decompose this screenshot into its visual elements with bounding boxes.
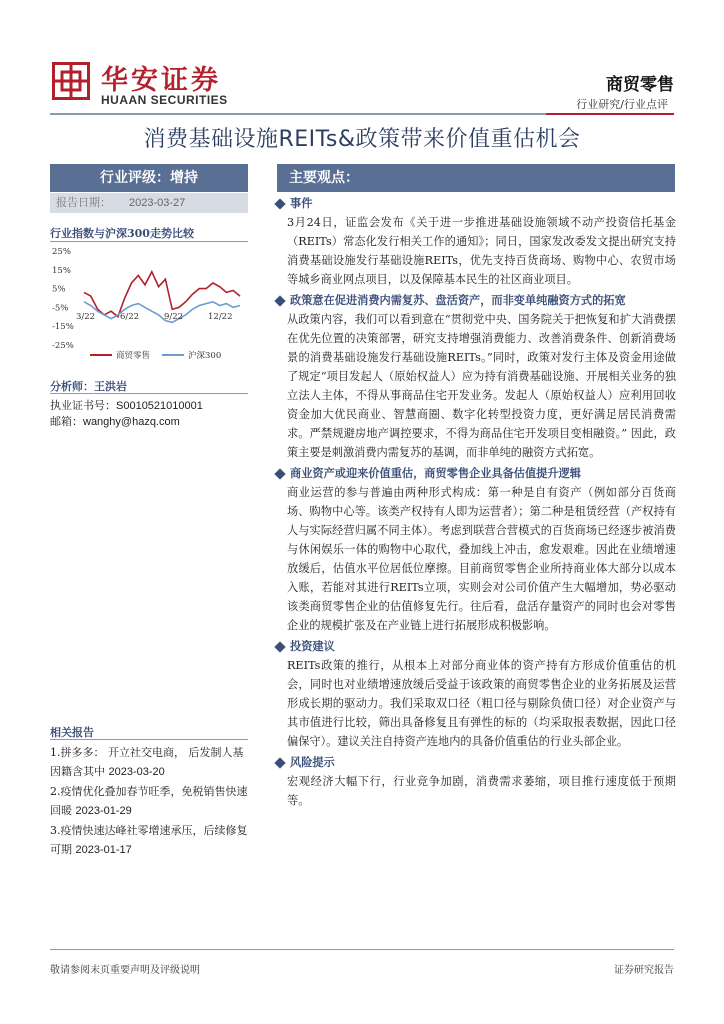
footer-disclaimer: 敬请参阅末页重要声明及评级说明 xyxy=(50,965,200,976)
company-name-en: HUAAN SECURITIES xyxy=(101,93,228,107)
diamond-bullet-icon xyxy=(274,641,285,652)
section-paragraph: 3月24日，证监会发布《关于进一步推进基础设施领域不动产投资信托基金（REITs）常态化发行相关工作的通知》；同日，国家发改委发文提出研究支持消费基础设施发行基础设施REITs，优先支持百货商场、购物中心、农贸市场等城乡商业网点项目，以及保障基本民生的社区商业项目。 xyxy=(287,216,676,286)
y-tick-label: -25% xyxy=(52,341,74,351)
series-line-retail xyxy=(84,272,240,317)
related-reports-heading: 相关报告 xyxy=(50,726,94,739)
y-tick-label: -5% xyxy=(52,303,69,314)
related-reports-list xyxy=(50,743,250,860)
y-tick-label: 25% xyxy=(52,247,71,257)
section-paragraph: 从政策内容，我们可以看到意在“贯彻党中央、国务院关于把恢复和扩大消费摆在优先位置的决策部署，研究支持增强消费能力、改善消费条件、创新消费场景的消费基础设施发行基础设施REITs。”同时，政策对发行主体及资金用途做了规定“项目发起人（原始权益人）应为持有消费基础设施、开展相关业务的独立法人主体，不得从事商品住宅开发业务。发起人（原始权益人）应利用回收资金加大优民商业、智慧商圈、数字化转型投资力度，更好满足居民消费需求。严禁规避房地产调控要求，不得为商品住宅开发项目变相融资。” 因此，政策主要是刺激消费内需复苏的基调，而非单纯的融资方式拓宽。 xyxy=(287,313,676,459)
license-number: S0010521010001 xyxy=(116,400,203,412)
report-date-row xyxy=(50,193,248,213)
analyst-email-row xyxy=(50,413,180,429)
main-content xyxy=(274,194,676,812)
y-tick-label: -15% xyxy=(52,322,74,333)
header-accent-divider xyxy=(546,113,674,115)
license-label: 执业证书号： xyxy=(50,399,116,412)
analyst-name: 分析师：王洪岩 xyxy=(50,380,127,393)
company-name-cn: 华安证券 xyxy=(101,65,221,96)
related-divider xyxy=(50,739,248,740)
diamond-bullet-icon xyxy=(274,295,285,306)
related-report-date: 2023-01-17 xyxy=(75,844,132,856)
diamond-bullet-icon xyxy=(274,198,285,209)
index-comparison-chart xyxy=(50,244,248,366)
section-heading-policy: 政策意在促进消费内需复苏、盘活资产，而非变单纯融资方式的拓宽 xyxy=(274,291,676,310)
related-report-item[interactable] xyxy=(50,782,250,821)
x-tick-label: 6/22 xyxy=(120,312,140,322)
footer-report-label: 证券研究报告 xyxy=(614,965,674,976)
x-tick-label: 9/22 xyxy=(164,312,184,322)
related-report-title: 3.疫情快速达峰社零增速承压，后续修复可期 xyxy=(50,824,248,856)
related-report-item[interactable] xyxy=(50,743,250,782)
footer-divider xyxy=(50,949,674,950)
section-paragraph: 商业运营的参与普遍由两种形式构成：第一种是自有资产（例如部分百货商场、购物中心等。该类产权持有人即为运营者）；第二种是租赁经营（产权持有人与实际经营归属不同主体）。考虑到联营合营模式的百货商场已经逐步被消费与休闲娱乐一体的购物中心取代，叠加线上冲击，愈发艰难。因此在业绩增速放缓后，估值水平位居低位摩擦。目前商贸零售企业所持商业体大部分以成本入账，若能对其进行REITs立项，实则会对公司价值产生大幅增加，势必驱动该类商贸零售企业的估值修复先行。往后看，盘活存量资产的同时也会对零售企业的规模扩张及在产业链上进行拓展形成积极影响。 xyxy=(287,486,676,632)
analyst-divider xyxy=(50,393,248,394)
section-paragraph: REITs政策的推行，从根本上对部分商业体的资产持有方形成价值重估的机会，同时也对业绩增速放缓后受益于该政策的商贸零售企业的业务拓展及运营形成长期的驱动力。我们采取双口径（粗口径与剔除负债口径）对企业资产与其市值进行比较，筛出具备修复且有弹性的标的（均采取报表数据，因此口径偏保守）。建议关注自持资产连地内的具备价值重估的行业头部企业。 xyxy=(287,659,676,748)
sector-label: 商贸零售 xyxy=(606,75,674,95)
legend-label: 商贸零售 xyxy=(116,351,151,361)
page-header xyxy=(0,0,724,120)
report-date: 2023-03-27 xyxy=(129,197,186,209)
section-heading-investment: 投资建议 xyxy=(274,637,676,656)
diamond-bullet-icon xyxy=(274,468,285,479)
chart-title: 行业指数与沪深300走势比较 xyxy=(50,227,194,240)
report-date-label: 报告日期： xyxy=(56,196,111,209)
analyst-license-row xyxy=(50,397,203,413)
chart-title-divider xyxy=(50,241,248,242)
legend-label: 沪深300 xyxy=(188,351,222,361)
email-link[interactable]: wanghy@hazq.com xyxy=(83,416,180,428)
x-tick-label: 12/22 xyxy=(208,312,233,322)
section-heading-risk: 风险提示 xyxy=(274,753,676,772)
email-label: 邮箱： xyxy=(50,415,83,428)
company-logo-icon xyxy=(52,62,90,100)
x-tick-label: 3/22 xyxy=(76,312,96,322)
industry-rating: 行业评级：增持 xyxy=(50,164,248,192)
related-report-date: 2023-03-20 xyxy=(108,766,165,778)
section-paragraph: 宏观经济大幅下行，行业竞争加剧，消费需求萎缩，项目推行速度低于预期等。 xyxy=(287,775,676,807)
main-view-heading: 主要观点： xyxy=(277,164,675,192)
report-title: 消费基础设施REITs&政策带来价值重估机会 xyxy=(143,127,581,152)
related-report-title: 1.拼多多： 开立社交电商， 后发制人基因籍含其中 xyxy=(50,746,244,778)
y-tick-label: 5% xyxy=(52,284,66,295)
section-heading-valuation: 商业资产或迎来价值重估，商贸零售企业具备估值提升逻辑 xyxy=(274,464,676,483)
report-type: 行业研究/行业点评 xyxy=(576,98,668,111)
diamond-bullet-icon xyxy=(274,757,285,768)
y-tick-label: 15% xyxy=(52,265,71,276)
related-report-title: 2.疫情优化叠加春节旺季，免税销售快速回暖 xyxy=(50,785,248,817)
section-heading-event: 事件 xyxy=(274,194,676,213)
related-report-date: 2023-01-29 xyxy=(75,805,132,817)
related-report-item[interactable] xyxy=(50,821,250,860)
